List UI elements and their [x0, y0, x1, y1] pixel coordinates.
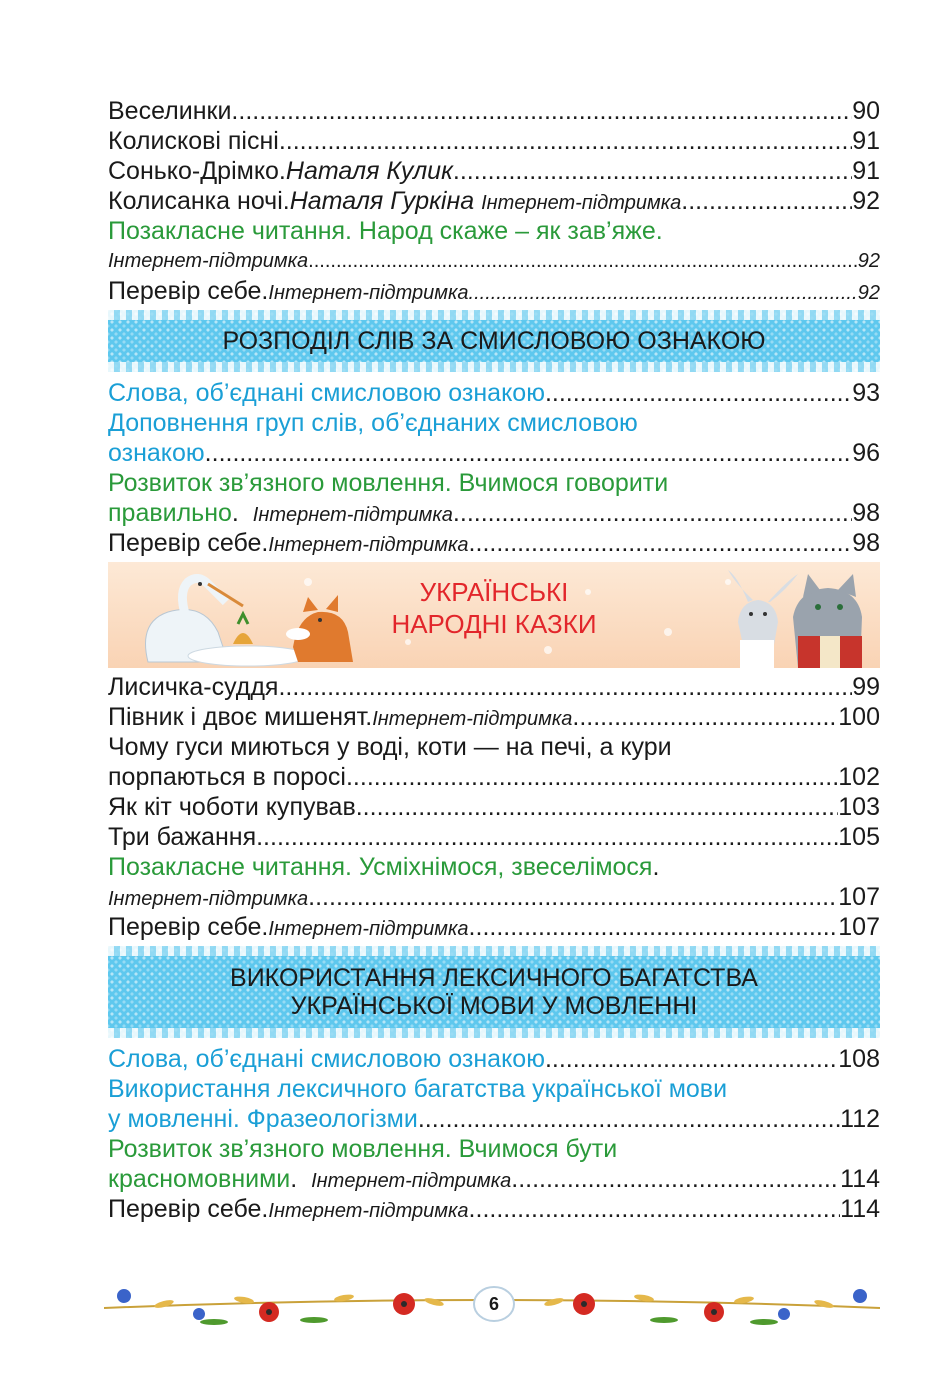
page-number: 112 — [840, 1105, 880, 1133]
entry-title: Чому гуси миються у воді, коти — на печі, а кури — [108, 733, 672, 761]
page-number-footer: 6 — [488, 1294, 499, 1314]
toc-entry[interactable] — [108, 156, 880, 186]
toc-entry[interactable] — [108, 378, 880, 408]
entry-title: правильно — [108, 499, 232, 527]
entry-title: Півник і двоє мишенят. — [108, 703, 373, 731]
internet-support-label: Інтернет-підтримка — [252, 504, 453, 526]
toc-entry-heading[interactable] — [108, 1134, 880, 1164]
leader-dots — [205, 438, 853, 468]
page-number: 102 — [838, 763, 880, 791]
entry-author: Наталя Гуркіна — [289, 187, 475, 215]
section-title — [108, 576, 880, 640]
internet-support-label: Інтернет-підтримка — [481, 192, 682, 214]
toc-entry[interactable] — [108, 1194, 880, 1224]
page-number: 114 — [840, 1195, 880, 1223]
toc-entry[interactable] — [108, 498, 880, 528]
page-number: 107 — [838, 913, 880, 941]
entry-title: Позакласне читання. Народ скаже – як зав’яже. — [108, 217, 663, 245]
page-number: 103 — [838, 793, 880, 821]
entry-title: Слова, об’єднані смисловою ознакою — [108, 1045, 545, 1073]
toc-entry-heading[interactable] — [108, 468, 880, 498]
leader-dots — [279, 126, 852, 156]
entry-title: Позакласне читання. Усміхнімося, звеселімося — [108, 853, 653, 881]
folk-tales-banner — [108, 562, 880, 668]
entry-punctuation: . — [290, 1165, 312, 1193]
page-number: 93 — [852, 379, 880, 407]
entry-title: Використання лексичного багатства української мови — [108, 1075, 728, 1103]
leader-dots — [572, 702, 838, 732]
leader-dots — [278, 672, 852, 702]
section-banner — [108, 310, 880, 372]
page-number: 107 — [838, 883, 880, 911]
page-number: 108 — [838, 1045, 880, 1073]
page-number: 91 — [852, 157, 880, 185]
entry-title: Перевір себе. — [108, 529, 269, 557]
leader-dots — [511, 1164, 840, 1194]
toc-entry[interactable] — [108, 126, 880, 156]
internet-support-label: Інтернет-підтримка — [108, 250, 309, 272]
toc-entry-heading[interactable] — [108, 1074, 880, 1104]
page-number: 98 — [852, 529, 880, 557]
entry-title: Перевір себе. — [108, 277, 269, 305]
entry-title: Веселинки — [108, 97, 232, 125]
toc-entry[interactable] — [108, 702, 880, 732]
entry-title: Колисанка ночі. — [108, 187, 290, 215]
toc-entry[interactable] — [108, 528, 880, 558]
leader-dots — [231, 96, 852, 126]
leader-dots — [469, 1194, 841, 1224]
entry-title: Доповнення груп слів, об’єднаних смисловою — [108, 409, 638, 437]
entry-title: Розвиток зв’язного мовлення. Вчимося говорити — [108, 469, 669, 497]
leader-dots — [469, 278, 858, 306]
toc-entry[interactable] — [108, 822, 880, 852]
page-number: 105 — [838, 823, 880, 851]
section-title-line: ВИКОРИСТАННЯ ЛЕКСИЧНОГО БАГАТСТВА — [230, 964, 758, 992]
entry-title: порпаються в поросі — [108, 763, 346, 791]
toc-entry[interactable] — [108, 762, 880, 792]
page-number: 92 — [852, 187, 880, 215]
toc-entry[interactable] — [108, 672, 880, 702]
page-number: 98 — [852, 499, 880, 527]
page-number: 99 — [852, 673, 880, 701]
entry-title: у мовленні. Фразеологізми — [108, 1105, 418, 1133]
entry-title: Три бажання — [108, 823, 257, 851]
internet-support-label: Інтернет-підтримка — [268, 918, 469, 940]
toc-entry[interactable] — [108, 1044, 880, 1074]
leader-dots — [418, 1104, 840, 1134]
section-title — [108, 946, 880, 1038]
entry-punctuation: . — [231, 499, 253, 527]
section-title: РОЗПОДІЛ СЛІВ ЗА СМИСЛОВОЮ ОЗНАКОЮ — [222, 327, 766, 355]
table-of-contents — [108, 96, 880, 1224]
leader-dots — [469, 912, 839, 942]
section-title-line: УКРАЇНСЬКОЇ МОВИ У МОВЛЕННІ — [290, 992, 698, 1020]
toc-entry[interactable] — [108, 186, 880, 216]
toc-entry-heading[interactable] — [108, 216, 880, 246]
page-number: 92 — [857, 282, 880, 304]
toc-entry[interactable] — [108, 246, 880, 276]
internet-support-label: Інтернет-підтримка — [372, 708, 573, 730]
toc-entry-heading[interactable] — [108, 732, 880, 762]
toc-entry[interactable] — [108, 792, 880, 822]
page-number: 91 — [852, 127, 880, 155]
section-title-line: УКРАЇНСЬКІ — [419, 577, 569, 607]
leader-dots — [256, 822, 838, 852]
entry-title: Як кіт чоботи купував — [108, 793, 356, 821]
leader-dots — [346, 762, 838, 792]
leader-dots — [681, 186, 852, 216]
leader-dots — [356, 792, 839, 822]
toc-entry[interactable] — [108, 912, 880, 942]
entry-title: Перевір себе. — [108, 1195, 269, 1223]
entry-punctuation: . — [652, 853, 660, 881]
internet-support-label: Інтернет-підтримка — [268, 1200, 469, 1222]
toc-entry-heading[interactable] — [108, 852, 880, 882]
toc-entry[interactable] — [108, 438, 880, 468]
toc-entry[interactable] — [108, 882, 880, 912]
leader-dots — [469, 528, 853, 558]
section-banner — [108, 946, 880, 1038]
entry-title: Лисичка-суддя — [108, 673, 279, 701]
page-number: 92 — [857, 250, 880, 272]
entry-title: Розвиток зв’язного мовлення. Вчимося бути — [108, 1135, 618, 1163]
entry-title: Слова, об’єднані смисловою ознакою — [108, 379, 545, 407]
internet-support-label: Інтернет-підтримка — [108, 888, 309, 910]
entry-title: Сонько-Дрімко. — [108, 157, 286, 185]
page-number: 90 — [852, 97, 880, 125]
internet-support-label: Інтернет-підтримка — [268, 282, 469, 304]
leader-dots — [308, 246, 858, 276]
entry-author: Наталя Кулик — [285, 157, 453, 185]
entry-title: Перевір себе. — [108, 913, 269, 941]
entry-title: Колискові пісні — [108, 127, 279, 155]
toc-entry[interactable] — [108, 1164, 880, 1194]
leader-dots — [453, 498, 852, 528]
internet-support-label: Інтернет-підтримка — [268, 534, 469, 556]
entry-title: ознакою — [108, 439, 205, 467]
toc-entry[interactable] — [108, 276, 880, 306]
page-number: 100 — [838, 703, 880, 731]
toc-entry-heading[interactable] — [108, 408, 880, 438]
leader-dots — [308, 882, 838, 912]
page-number: 114 — [840, 1165, 880, 1193]
page-number: 96 — [852, 439, 880, 467]
leader-dots — [545, 1044, 838, 1074]
leader-dots — [545, 378, 852, 408]
toc-entry[interactable] — [108, 96, 880, 126]
internet-support-label: Інтернет-підтримка — [311, 1170, 512, 1192]
leader-dots — [453, 156, 852, 186]
section-title-line: НАРОДНІ КАЗКИ — [391, 609, 597, 639]
toc-entry[interactable] — [108, 1104, 880, 1134]
entry-title: красномовними — [108, 1165, 291, 1193]
